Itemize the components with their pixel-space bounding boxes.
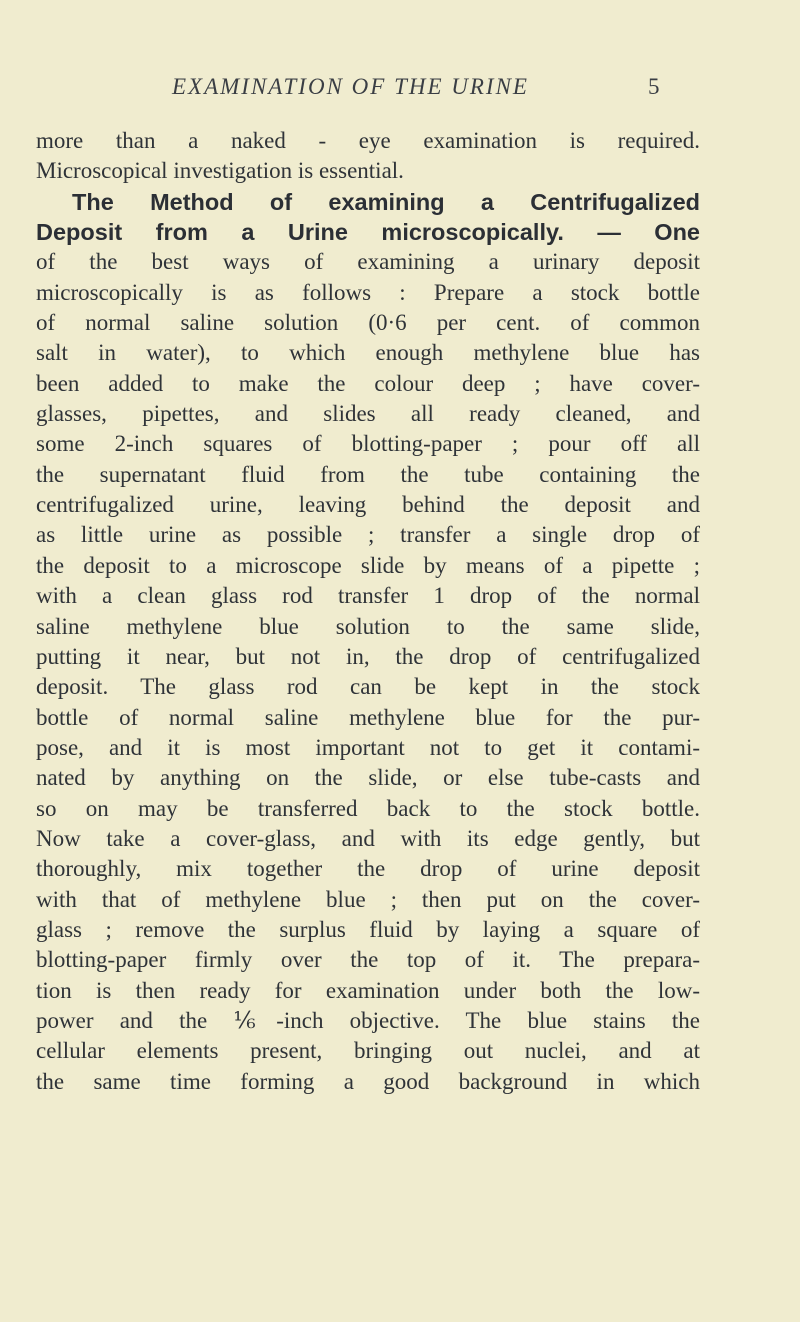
text-line: cellular elements present, bringing out nuclei, and at <box>36 1038 700 1064</box>
text-line: deposit. The glass rod can be kept in the stock <box>36 674 700 700</box>
text-line: microscopically is as follows : Prepare a stock bottle <box>36 279 700 305</box>
text-line: so on may be transferred back to the stock bottle. <box>36 795 700 821</box>
text-line: with that of methylene blue ; then put on the cover- <box>36 886 700 912</box>
body-text <box>36 126 700 1097</box>
text-line: more than a naked - eye examination is required. <box>36 128 700 153</box>
text-line: tion is then ready for examination under both the low- <box>36 977 700 1003</box>
text-line: some 2-inch squares of blotting-paper ; pour off all <box>36 431 700 457</box>
page-number: 5 <box>648 74 660 99</box>
text-line: Microscopical investigation is essential. <box>36 158 404 184</box>
text-line: salt in water), to which enough methylene blue has <box>36 340 700 366</box>
text-line: the deposit to a microscope slide by means of a pipette ; <box>36 552 700 578</box>
section-heading: Deposit from a Urine microscopically. — One <box>36 219 700 246</box>
text-line: the supernatant fluid from the tube containing the <box>36 461 700 487</box>
text-line: saline methylene blue solution to the same slide, <box>36 613 700 639</box>
text-line: glasses, pipettes, and slides all ready cleaned, and <box>36 401 700 427</box>
text-line: of normal saline solution (0·6 per cent. of common <box>36 310 700 336</box>
section-heading: The Method of examining a Centrifugalized <box>72 188 700 215</box>
text-line: as little urine as possible ; transfer a single drop of <box>36 522 700 548</box>
text-line: with a clean glass rod transfer 1 drop of the normal <box>36 583 700 609</box>
text-line: centrifugalized urine, leaving behind the deposit and <box>36 492 700 518</box>
text-line: blotting-paper firmly over the top of it. The prepara- <box>36 947 700 973</box>
text-line: power and the ⅙-inch objective. The blue stains the <box>36 1007 700 1033</box>
text-line: nated by anything on the slide, or else tube-casts and <box>36 765 700 791</box>
text-line: been added to make the colour deep ; have cover- <box>36 370 700 396</box>
running-head <box>0 74 800 108</box>
text-line: the same time forming a good background in which <box>36 1068 700 1094</box>
text-line: of the best ways of examining a urinary deposit <box>36 249 700 275</box>
text-line: putting it near, but not in, the drop of centrifugalized <box>36 643 700 669</box>
text-line: pose, and it is most important not to get it contami- <box>36 734 700 760</box>
text-line: thoroughly, mix together the drop of urine deposit <box>36 856 700 882</box>
running-title: EXAMINATION OF THE URINE <box>172 74 529 99</box>
text-line: glass ; remove the surplus fluid by laying a square of <box>36 916 700 942</box>
text-line: Now take a cover-glass, and with its edge gently, but <box>36 825 700 851</box>
text-line: bottle of normal saline methylene blue for the pur- <box>36 704 700 730</box>
